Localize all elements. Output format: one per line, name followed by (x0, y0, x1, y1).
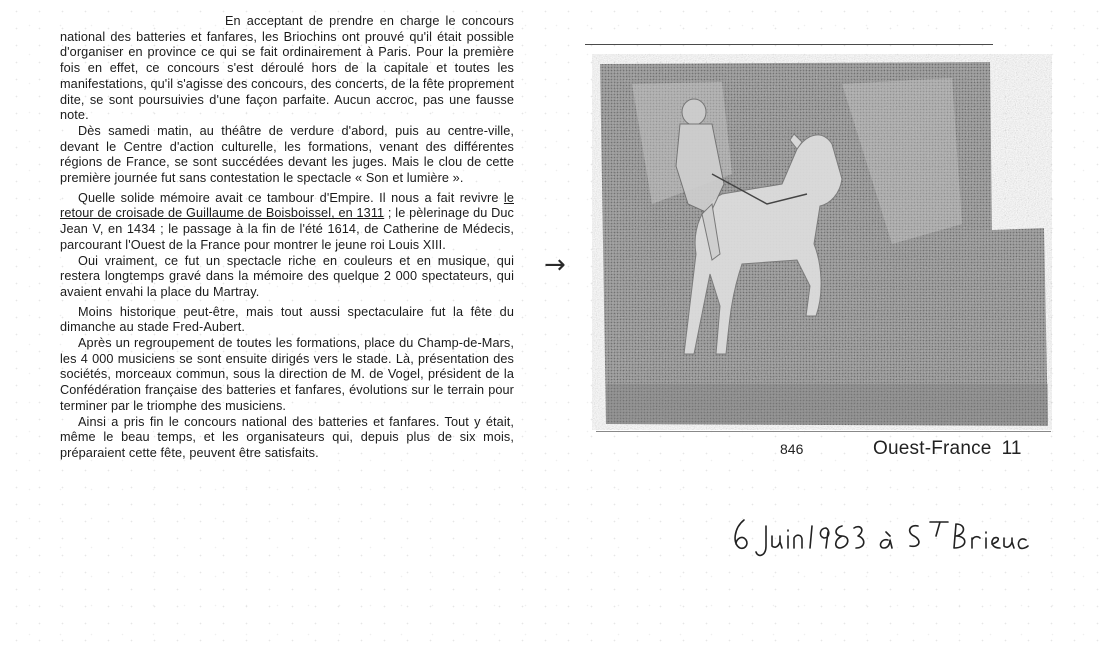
underlined-passage: le retour de croisade de Guillaume de Boisboissel, en 1311 (60, 190, 514, 221)
article-paragraph-3 (60, 191, 514, 254)
horse-rider-photo (592, 54, 1052, 430)
article-paragraph-6: Après un regroupement de toutes les formations, place du Champ-de-Mars, les 4 000 musiciens se sont ensuite dirigés vers le stade. Là, présentation des sociétés, morceaux commun, sous la direction de M. de Vogel, président de la Confédération française des batteries et fanfares, évolutions sur le terrain pour terminer par le triomphe des musiciens. (60, 336, 514, 413)
article-paragraph-4: Oui vraiment, ce fut un spectacle riche en couleurs et en musique, qui restera longtemps gravé dans la mémoire des quelque 2 000 spectateurs, qui avaient envahi la place du Martray. (60, 253, 514, 299)
handwritten-date-note (730, 512, 1030, 564)
article-paragraph-1: En acceptant de prendre en charge le concours national des batteries et fanfares, les Briochins ont prouvé qu'il était possible d'organiser en province ce qui se fait ordinairement à Paris. Pour la première fois en effet, ce concours s'est déroulé hors de la capitale et toutes les manifestations, qu'il s'agisse des concours, des concerts, de la fête proprement dite, se sont poursuivies d'une façon parfaite. Aucun accroc, pas une fausse note. (60, 14, 514, 123)
clipping-top-rule (585, 44, 993, 45)
paragraph-3-start: Quelle solide mémoire avait ce tambour d'Empire. Il nous a fait revivre (78, 190, 504, 205)
newspaper-name: Ouest-France (873, 438, 992, 459)
article-paragraph-5: Moins historique peut-être, mais tout aussi spectaculaire fut la fête du dimanche au stade Fred-Aubert. (60, 304, 514, 335)
article-paragraph-2: Dès samedi matin, au théâtre de verdure d'abord, puis au centre-ville, devant le Centre d'action culturelle, les formations, venant des différentes régions de France, se sont succédées devant les juges. Mais le clou de cette première journée fut sans contestation le spectacle « Son et lumière ». (60, 123, 514, 186)
handwritten-arrow-icon: → (544, 250, 566, 280)
newspaper-page-number: 11 (1001, 438, 1022, 459)
archive-folio-number: 846 (780, 441, 804, 457)
caption-rule (596, 431, 1051, 432)
article-paragraph-7: Ainsi a pris fin le concours national des batteries et fanfares. Tout y était, même le beau temps, et les organisateurs qui, depuis plus de six mois, préparaient cette fête, peuvent être satisfaits. (60, 414, 514, 460)
newspaper-article (60, 14, 514, 462)
newspaper-source (873, 438, 1022, 460)
paragraph-3-end: ; le pèlerinage du Duc Jean V, en 1434 ; le passage à la fin de l'été 1614, de Catherine de Médecis, parcourant l'Ouest de la France pour montrer le jeune roi Louis XIII. (60, 206, 514, 252)
